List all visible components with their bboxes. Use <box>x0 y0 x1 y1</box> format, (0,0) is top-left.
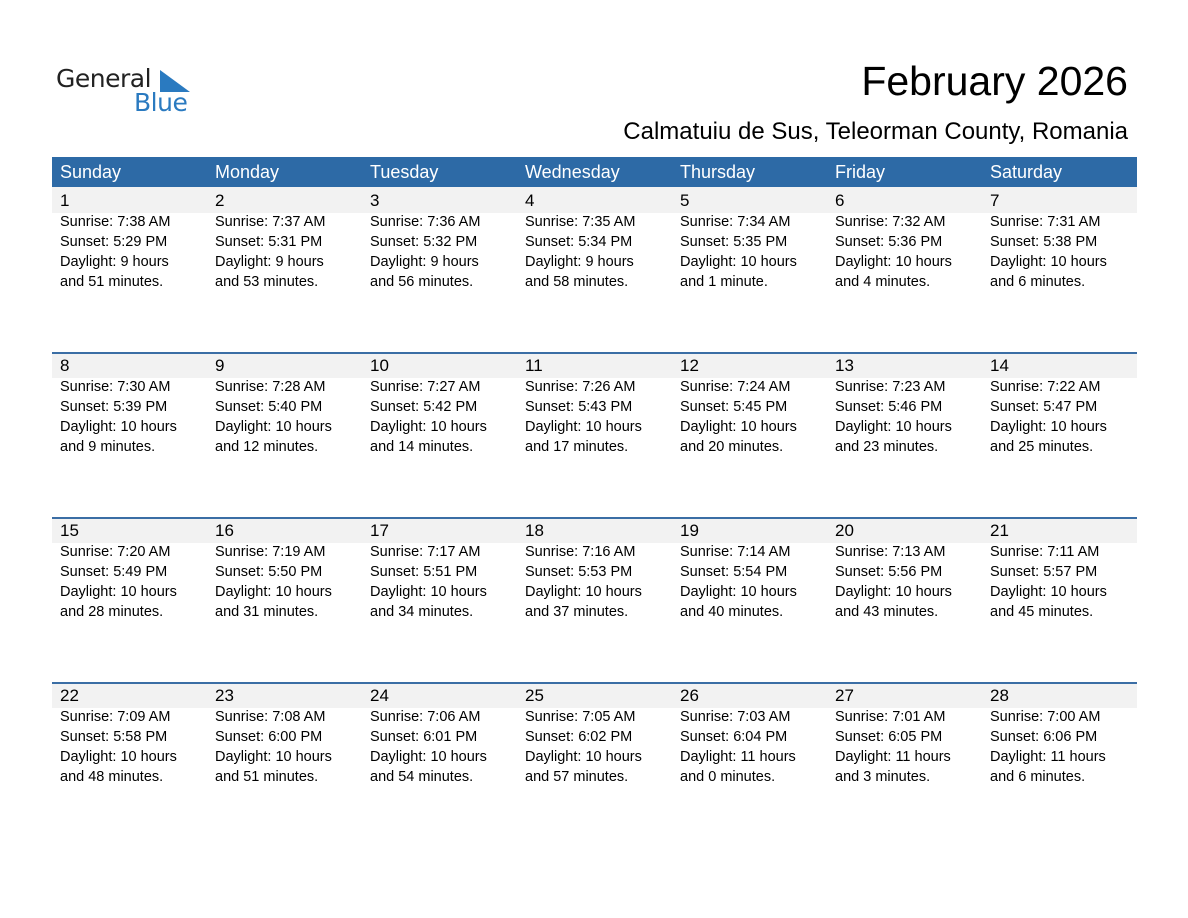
sunset-text: Sunset: 5:34 PM <box>525 234 633 250</box>
daylight-minutes-text: and 4 minutes. <box>835 274 931 290</box>
daylight-minutes-text: and 23 minutes. <box>835 439 939 455</box>
sunset-text: Sunset: 5:58 PM <box>60 729 168 745</box>
week-days <box>52 352 1137 457</box>
location-subtitle: Calmatuiu de Sus, Teleorman County, Romania <box>623 118 1128 145</box>
sunset-text: Sunset: 5:53 PM <box>525 564 633 580</box>
sunrise-text: Sunrise: 7:22 AM <box>990 379 1101 395</box>
daylight-text: Daylight: 10 hours <box>370 749 487 765</box>
weekday-monday: Monday <box>215 162 280 182</box>
day-cell <box>982 352 1137 457</box>
daylight-minutes-text: and 45 minutes. <box>990 604 1094 620</box>
sunset-text: Sunset: 5:49 PM <box>60 564 168 580</box>
sunrise-text: Sunrise: 7:08 AM <box>215 709 326 725</box>
day-cell <box>362 352 517 457</box>
sunrise-text: Sunrise: 7:14 AM <box>680 544 791 560</box>
sunrise-text: Sunrise: 7:34 AM <box>680 214 791 230</box>
day-number: 5 <box>680 191 690 210</box>
day-cell <box>207 682 362 787</box>
daylight-text: Daylight: 10 hours <box>990 419 1107 435</box>
sunrise-text: Sunrise: 7:26 AM <box>525 379 636 395</box>
day-cell <box>672 517 827 622</box>
daylight-minutes-text: and 9 minutes. <box>60 439 156 455</box>
sunset-text: Sunset: 5:57 PM <box>990 564 1098 580</box>
day-number: 7 <box>990 191 1000 210</box>
daylight-minutes-text: and 6 minutes. <box>990 274 1086 290</box>
weekday-sunday: Sunday <box>60 162 122 182</box>
day-cell <box>207 187 362 292</box>
day-cell <box>827 352 982 457</box>
daylight-text: Daylight: 10 hours <box>680 584 797 600</box>
daylight-minutes-text: and 51 minutes. <box>215 769 319 785</box>
day-number: 11 <box>525 356 543 375</box>
day-cell <box>52 517 207 622</box>
sunset-text: Sunset: 5:31 PM <box>215 234 323 250</box>
day-cell <box>517 187 672 292</box>
calendar-week <box>52 682 1137 847</box>
sunset-text: Sunset: 5:54 PM <box>680 564 788 580</box>
day-number: 20 <box>835 521 854 540</box>
day-cell <box>982 682 1137 787</box>
day-cell <box>982 517 1137 622</box>
sunrise-text: Sunrise: 7:35 AM <box>525 214 636 230</box>
daylight-minutes-text: and 48 minutes. <box>60 769 164 785</box>
sunset-text: Sunset: 5:46 PM <box>835 399 943 415</box>
week-days <box>52 682 1137 787</box>
day-cell <box>362 517 517 622</box>
daylight-minutes-text: and 17 minutes. <box>525 439 629 455</box>
calendar-week <box>52 352 1137 517</box>
day-number: 18 <box>525 521 544 540</box>
daylight-minutes-text: and 28 minutes. <box>60 604 164 620</box>
daylight-text: Daylight: 10 hours <box>215 584 332 600</box>
daylight-minutes-text: and 25 minutes. <box>990 439 1094 455</box>
day-cell <box>672 352 827 457</box>
daylight-text: Daylight: 10 hours <box>835 584 952 600</box>
daylight-minutes-text: and 14 minutes. <box>370 439 474 455</box>
day-number: 27 <box>835 686 854 705</box>
daylight-minutes-text: and 31 minutes. <box>215 604 319 620</box>
day-number: 15 <box>60 521 79 540</box>
daylight-minutes-text: and 1 minute. <box>680 274 768 290</box>
daylight-text: Daylight: 10 hours <box>525 749 642 765</box>
sunset-text: Sunset: 5:56 PM <box>835 564 943 580</box>
daylight-text: Daylight: 10 hours <box>990 584 1107 600</box>
weekday-header <box>52 157 1137 187</box>
daylight-minutes-text: and 56 minutes. <box>370 274 474 290</box>
daylight-minutes-text: and 54 minutes. <box>370 769 474 785</box>
day-number: 9 <box>215 356 225 375</box>
daylight-minutes-text: and 20 minutes. <box>680 439 784 455</box>
daylight-text: Daylight: 10 hours <box>680 254 797 270</box>
sunrise-text: Sunrise: 7:19 AM <box>215 544 326 560</box>
daylight-text: Daylight: 10 hours <box>60 749 177 765</box>
sunset-text: Sunset: 6:02 PM <box>525 729 633 745</box>
day-number: 16 <box>215 521 234 540</box>
daylight-text: Daylight: 9 hours <box>525 254 634 270</box>
day-number: 21 <box>990 521 1009 540</box>
sunrise-text: Sunrise: 7:05 AM <box>525 709 636 725</box>
sunrise-text: Sunrise: 7:09 AM <box>60 709 171 725</box>
sunrise-text: Sunrise: 7:37 AM <box>215 214 326 230</box>
day-number: 25 <box>525 686 544 705</box>
calendar-week <box>52 517 1137 682</box>
sunset-text: Sunset: 6:00 PM <box>215 729 323 745</box>
daylight-text: Daylight: 10 hours <box>525 419 642 435</box>
daylight-minutes-text: and 58 minutes. <box>525 274 629 290</box>
daylight-minutes-text: and 6 minutes. <box>990 769 1086 785</box>
day-number: 22 <box>60 686 79 705</box>
day-cell <box>207 517 362 622</box>
day-cell <box>517 682 672 787</box>
daylight-minutes-text: and 40 minutes. <box>680 604 784 620</box>
sunrise-text: Sunrise: 7:06 AM <box>370 709 481 725</box>
day-cell <box>982 187 1137 292</box>
daylight-minutes-text: and 53 minutes. <box>215 274 319 290</box>
generalblue-logo <box>56 64 196 120</box>
day-number: 14 <box>990 356 1009 375</box>
daylight-text: Daylight: 10 hours <box>990 254 1107 270</box>
daylight-text: Daylight: 10 hours <box>835 254 952 270</box>
daylight-text: Daylight: 11 hours <box>680 749 796 765</box>
logo-general-text: General <box>56 64 152 93</box>
day-cell <box>52 352 207 457</box>
sunset-text: Sunset: 6:01 PM <box>370 729 478 745</box>
day-number: 3 <box>370 191 380 210</box>
sunrise-text: Sunrise: 7:16 AM <box>525 544 636 560</box>
day-cell <box>672 682 827 787</box>
day-number: 17 <box>370 521 389 540</box>
day-number: 10 <box>370 356 389 375</box>
daylight-text: Daylight: 10 hours <box>215 419 332 435</box>
daylight-minutes-text: and 51 minutes. <box>60 274 164 290</box>
sunrise-text: Sunrise: 7:27 AM <box>370 379 481 395</box>
daylight-text: Daylight: 11 hours <box>835 749 951 765</box>
day-cell <box>362 682 517 787</box>
day-cell <box>517 517 672 622</box>
daylight-minutes-text: and 3 minutes. <box>835 769 931 785</box>
sunrise-text: Sunrise: 7:30 AM <box>60 379 171 395</box>
daylight-text: Daylight: 11 hours <box>990 749 1106 765</box>
calendar-week <box>52 187 1137 352</box>
sunset-text: Sunset: 5:50 PM <box>215 564 323 580</box>
sunrise-text: Sunrise: 7:13 AM <box>835 544 946 560</box>
sunset-text: Sunset: 5:51 PM <box>370 564 478 580</box>
sunrise-text: Sunrise: 7:32 AM <box>835 214 946 230</box>
sunset-text: Sunset: 5:43 PM <box>525 399 633 415</box>
sunrise-text: Sunrise: 7:24 AM <box>680 379 791 395</box>
day-number: 6 <box>835 191 845 210</box>
day-number: 28 <box>990 686 1009 705</box>
day-cell <box>517 352 672 457</box>
day-cell <box>52 187 207 292</box>
daylight-minutes-text: and 34 minutes. <box>370 604 474 620</box>
sunrise-text: Sunrise: 7:23 AM <box>835 379 946 395</box>
daylight-text: Daylight: 10 hours <box>835 419 952 435</box>
day-number: 19 <box>680 521 699 540</box>
sunset-text: Sunset: 5:39 PM <box>60 399 168 415</box>
daylight-minutes-text: and 57 minutes. <box>525 769 629 785</box>
day-number: 24 <box>370 686 389 705</box>
calendar-grid <box>52 157 1137 847</box>
daylight-text: Daylight: 10 hours <box>60 584 177 600</box>
daylight-text: Daylight: 10 hours <box>525 584 642 600</box>
daylight-text: Daylight: 10 hours <box>370 419 487 435</box>
day-cell <box>827 682 982 787</box>
day-cell <box>827 187 982 292</box>
day-cell <box>827 517 982 622</box>
sunrise-text: Sunrise: 7:17 AM <box>370 544 481 560</box>
day-cell <box>52 682 207 787</box>
sunrise-text: Sunrise: 7:00 AM <box>990 709 1101 725</box>
weekday-friday: Friday <box>835 162 886 182</box>
daylight-minutes-text: and 12 minutes. <box>215 439 319 455</box>
day-number: 23 <box>215 686 234 705</box>
week-days <box>52 187 1137 292</box>
day-number: 2 <box>215 191 225 210</box>
sunset-text: Sunset: 6:06 PM <box>990 729 1098 745</box>
daylight-text: Daylight: 9 hours <box>370 254 479 270</box>
sunset-text: Sunset: 5:42 PM <box>370 399 478 415</box>
daylight-minutes-text: and 43 minutes. <box>835 604 939 620</box>
sunset-text: Sunset: 6:04 PM <box>680 729 788 745</box>
weekday-wednesday: Wednesday <box>525 162 620 182</box>
weekday-thursday: Thursday <box>680 162 756 182</box>
sunset-text: Sunset: 5:36 PM <box>835 234 943 250</box>
day-cell <box>362 187 517 292</box>
day-number: 12 <box>680 356 699 375</box>
sunset-text: Sunset: 5:35 PM <box>680 234 788 250</box>
sunset-text: Sunset: 6:05 PM <box>835 729 943 745</box>
daylight-text: Daylight: 10 hours <box>680 419 797 435</box>
daylight-text: Daylight: 10 hours <box>215 749 332 765</box>
daylight-text: Daylight: 10 hours <box>60 419 177 435</box>
sunrise-text: Sunrise: 7:31 AM <box>990 214 1101 230</box>
daylight-minutes-text: and 0 minutes. <box>680 769 776 785</box>
weekday-saturday: Saturday <box>990 162 1063 182</box>
day-number: 13 <box>835 356 854 375</box>
day-number: 26 <box>680 686 699 705</box>
logo-blue-text: Blue <box>134 88 188 117</box>
day-cell <box>207 352 362 457</box>
calendar-weeks <box>52 187 1137 847</box>
daylight-text: Daylight: 9 hours <box>60 254 169 270</box>
sunset-text: Sunset: 5:40 PM <box>215 399 323 415</box>
daylight-text: Daylight: 9 hours <box>215 254 324 270</box>
day-number: 8 <box>60 356 70 375</box>
week-days <box>52 517 1137 622</box>
sunrise-text: Sunrise: 7:36 AM <box>370 214 481 230</box>
weekday-tuesday: Tuesday <box>370 162 439 182</box>
sunrise-text: Sunrise: 7:01 AM <box>835 709 946 725</box>
page-title: February 2026 <box>861 58 1128 104</box>
sunset-text: Sunset: 5:32 PM <box>370 234 478 250</box>
daylight-text: Daylight: 10 hours <box>370 584 487 600</box>
sunrise-text: Sunrise: 7:20 AM <box>60 544 171 560</box>
sunset-text: Sunset: 5:47 PM <box>990 399 1098 415</box>
sunset-text: Sunset: 5:45 PM <box>680 399 788 415</box>
day-cell <box>672 187 827 292</box>
sunrise-text: Sunrise: 7:03 AM <box>680 709 791 725</box>
sunset-text: Sunset: 5:38 PM <box>990 234 1098 250</box>
sunrise-text: Sunrise: 7:11 AM <box>990 544 1100 560</box>
day-number: 4 <box>525 191 535 210</box>
day-number: 1 <box>60 191 70 210</box>
daylight-minutes-text: and 37 minutes. <box>525 604 629 620</box>
sunrise-text: Sunrise: 7:28 AM <box>215 379 326 395</box>
sunrise-text: Sunrise: 7:38 AM <box>60 214 171 230</box>
sunset-text: Sunset: 5:29 PM <box>60 234 168 250</box>
